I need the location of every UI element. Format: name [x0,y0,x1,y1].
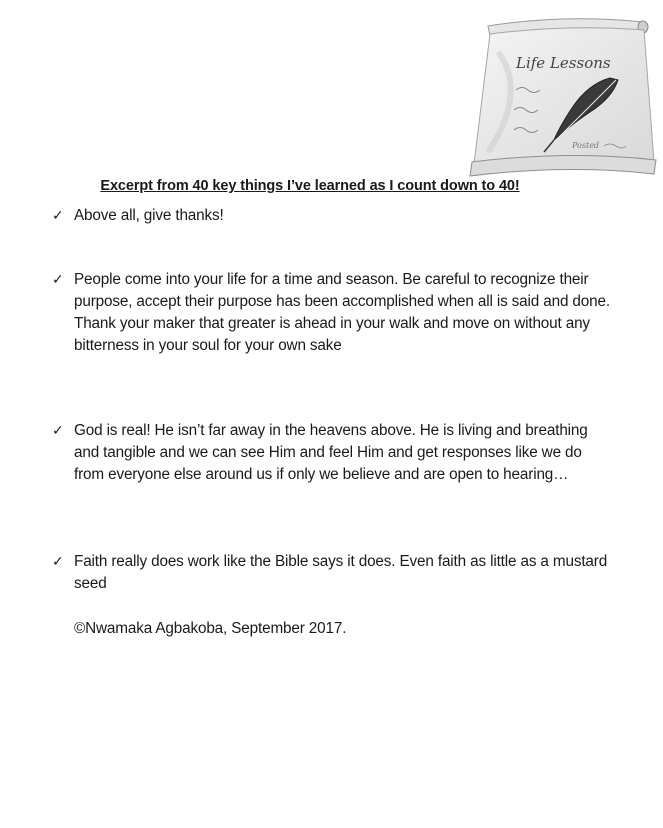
check-mark-icon: ✓ [52,272,64,288]
life-lessons-scroll-illustration [468,12,658,177]
check-mark-icon: ✓ [52,423,64,439]
check-mark-icon: ✓ [52,208,64,224]
scroll-signature-text: Posted [572,141,600,150]
page-title: Excerpt from 40 key things I’ve learned as I count down to 40! [100,178,520,194]
check-mark-icon: ✓ [52,554,64,570]
lesson-item [52,205,612,227]
lesson-text: God is real! He isn’t far away in the heavens above. He is living and breathing and tangible and we can see Him and feel Him and get responses like we do from everyone else around us if only we believe and are open to hearing… [74,422,588,483]
lesson-text: Above all, give thanks! [74,207,224,224]
lesson-item [52,269,612,357]
copyright-notice: ©Nwamaka Agbakoba, September 2017. [74,620,347,637]
scroll-heading-text: Life Lessons [516,54,611,72]
lesson-text: Faith really does work like the Bible says it does. Even faith as little as a mustard seed [74,553,608,592]
lesson-item [52,551,612,595]
lesson-text: People come into your life for a time and season. Be careful to recognize their purpose, accept their purpose has been accomplished when all is said and done. Thank your maker that greater is ahead in your walk and move on without any bitterness in your soul for your own sake [74,271,610,354]
lesson-item [52,420,612,486]
